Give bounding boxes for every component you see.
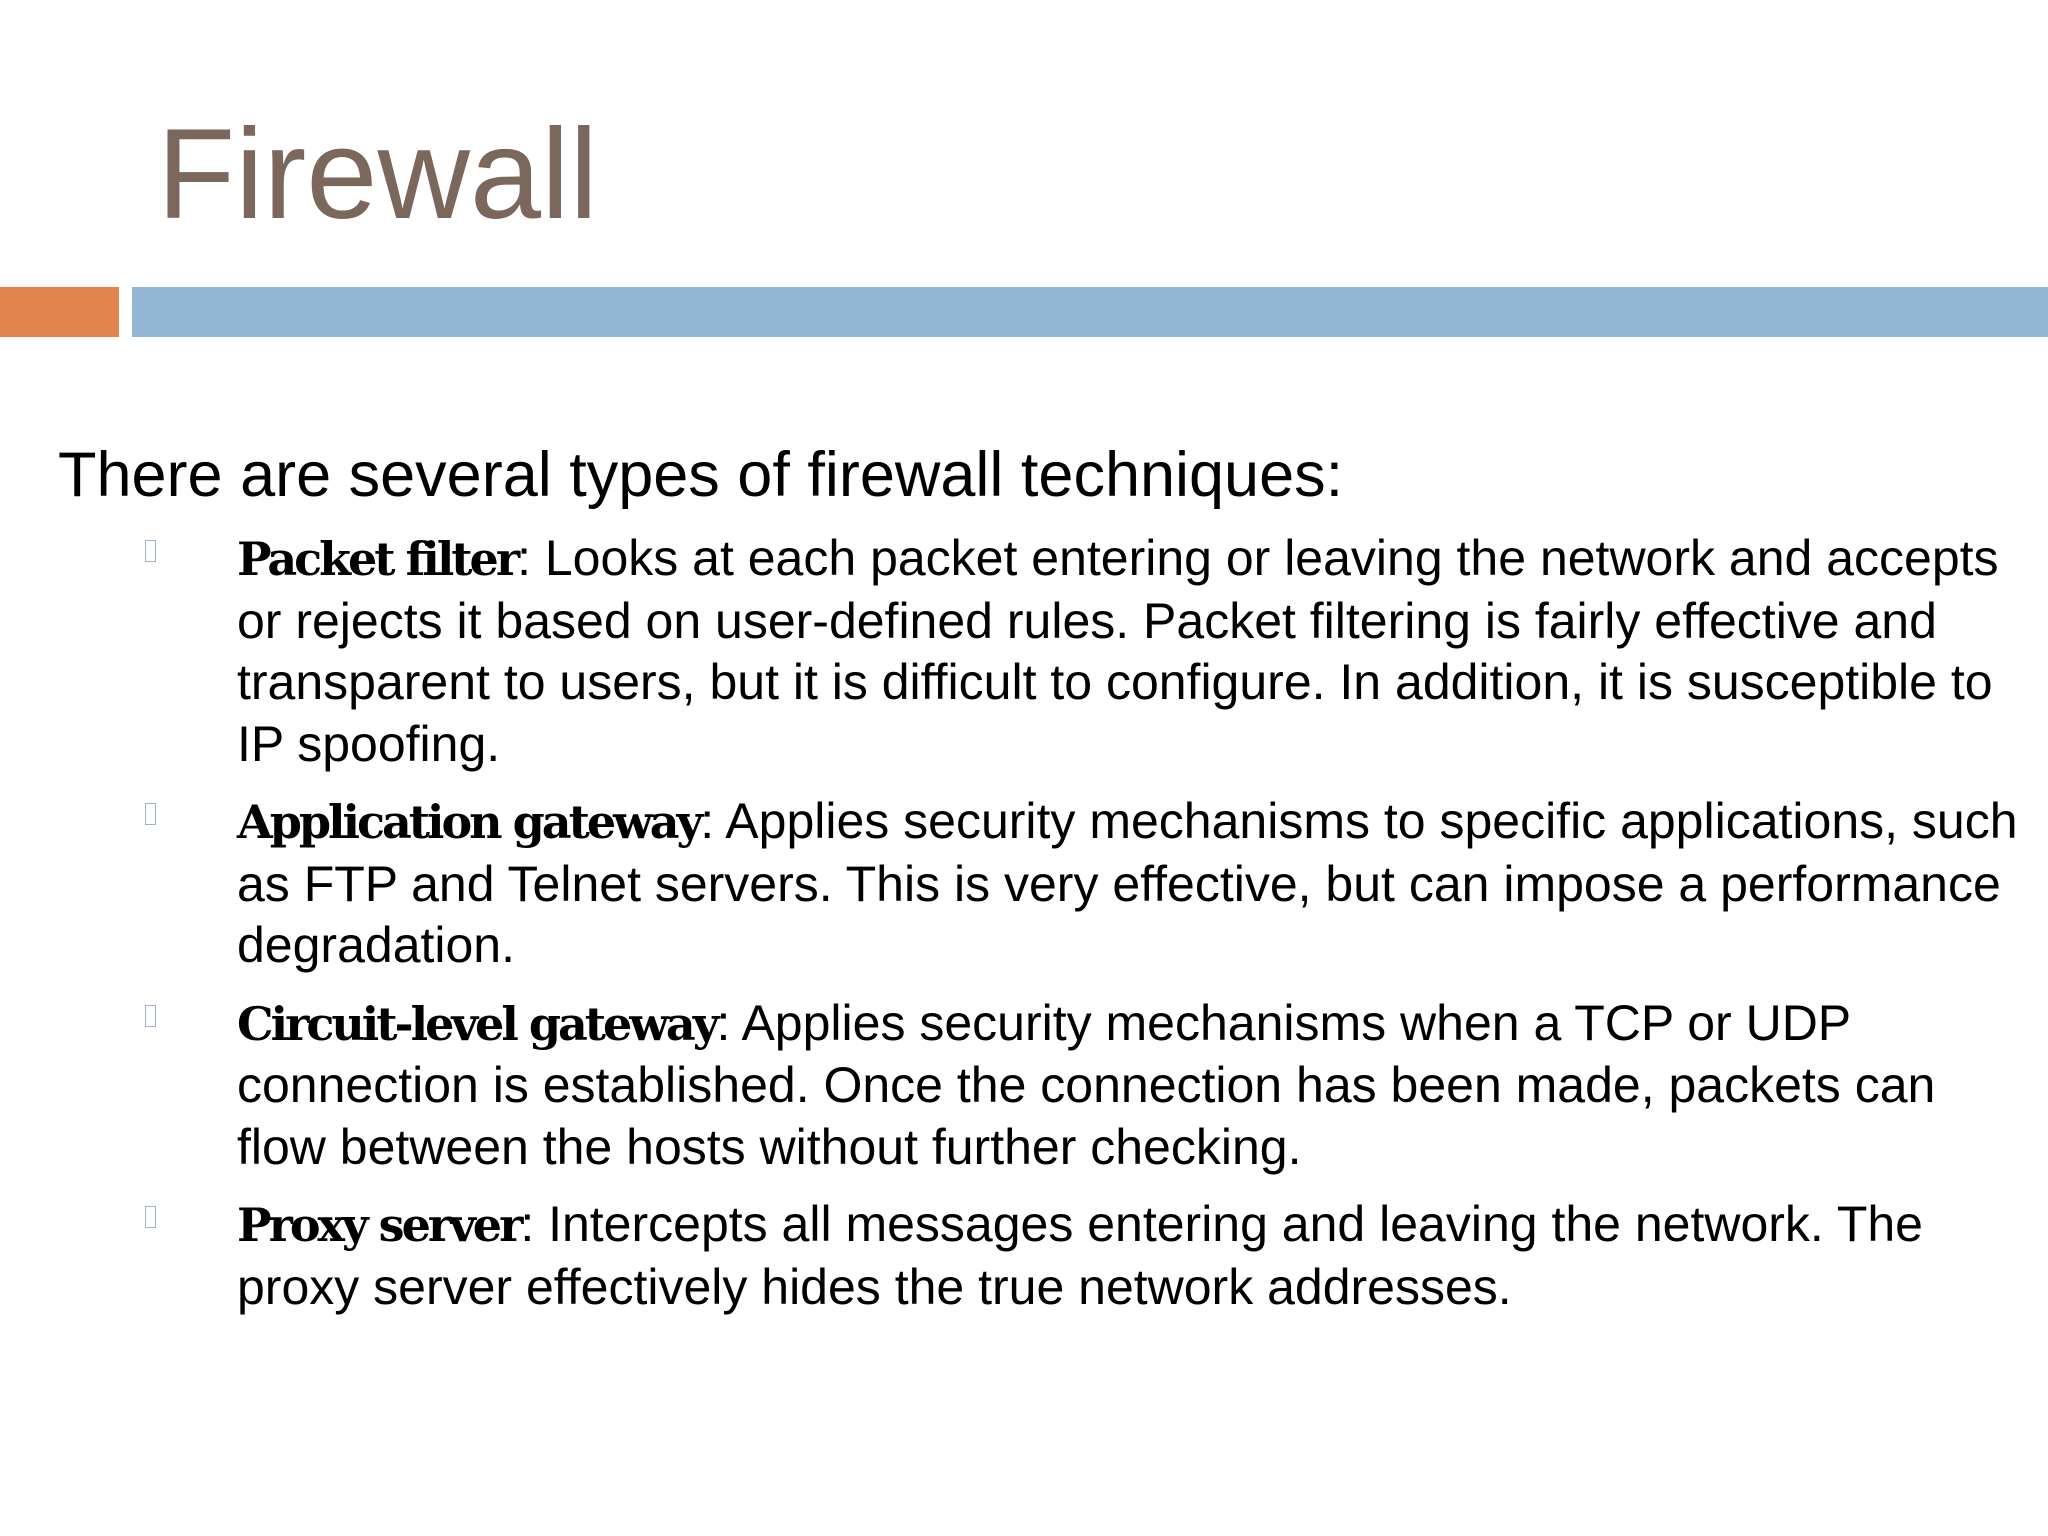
description: : Intercepts all messages entering and leaving the network. The proxy server effectively hides the true network addresses. xyxy=(237,1196,1923,1315)
intro-text: There are several types of firewall techniques: xyxy=(58,440,1344,510)
list-item xyxy=(0,791,2048,977)
term-proxy-server: Proxy server xyxy=(237,1198,521,1252)
title-underline-bar xyxy=(132,287,2048,337)
list-item-text xyxy=(237,791,2027,977)
term-packet-filter: Packet filter xyxy=(237,532,518,586)
term-application-gateway: Application gateway xyxy=(237,795,701,849)
list-item-text xyxy=(237,1194,2027,1318)
list-item-text xyxy=(237,528,2027,775)
list-item xyxy=(0,1194,2048,1318)
term-circuit-level-gateway: Circuit-level gateway xyxy=(237,996,717,1051)
list-item xyxy=(0,528,2048,775)
accent-bar xyxy=(0,287,119,337)
list-item-text xyxy=(237,993,2027,1179)
description: : Applies security mechanisms when a TCP or UDP connection is established. Once the connection has been made, packets can flow between the hosts without further checking. xyxy=(237,994,1936,1175)
bullet-icon xyxy=(145,1206,156,1228)
bullet-icon xyxy=(145,540,156,562)
technique-list xyxy=(0,528,2048,1318)
slide-title: Firewall xyxy=(157,103,598,246)
list-item xyxy=(0,993,2048,1179)
bullet-icon xyxy=(145,803,156,825)
description: : Looks at each packet entering or leaving the network and accepts or rejects it based on user-defined rules. Packet filtering is fairly effective and transparent to users, but it is difficult to configure. In addition, it is susceptible to IP spoofing. xyxy=(237,530,1999,772)
bullet-icon xyxy=(145,1005,156,1027)
description: : Applies security mechanisms to specific applications, such as FTP and Telnet servers. This is very effective, but can impose a performance degradation. xyxy=(237,793,2018,973)
